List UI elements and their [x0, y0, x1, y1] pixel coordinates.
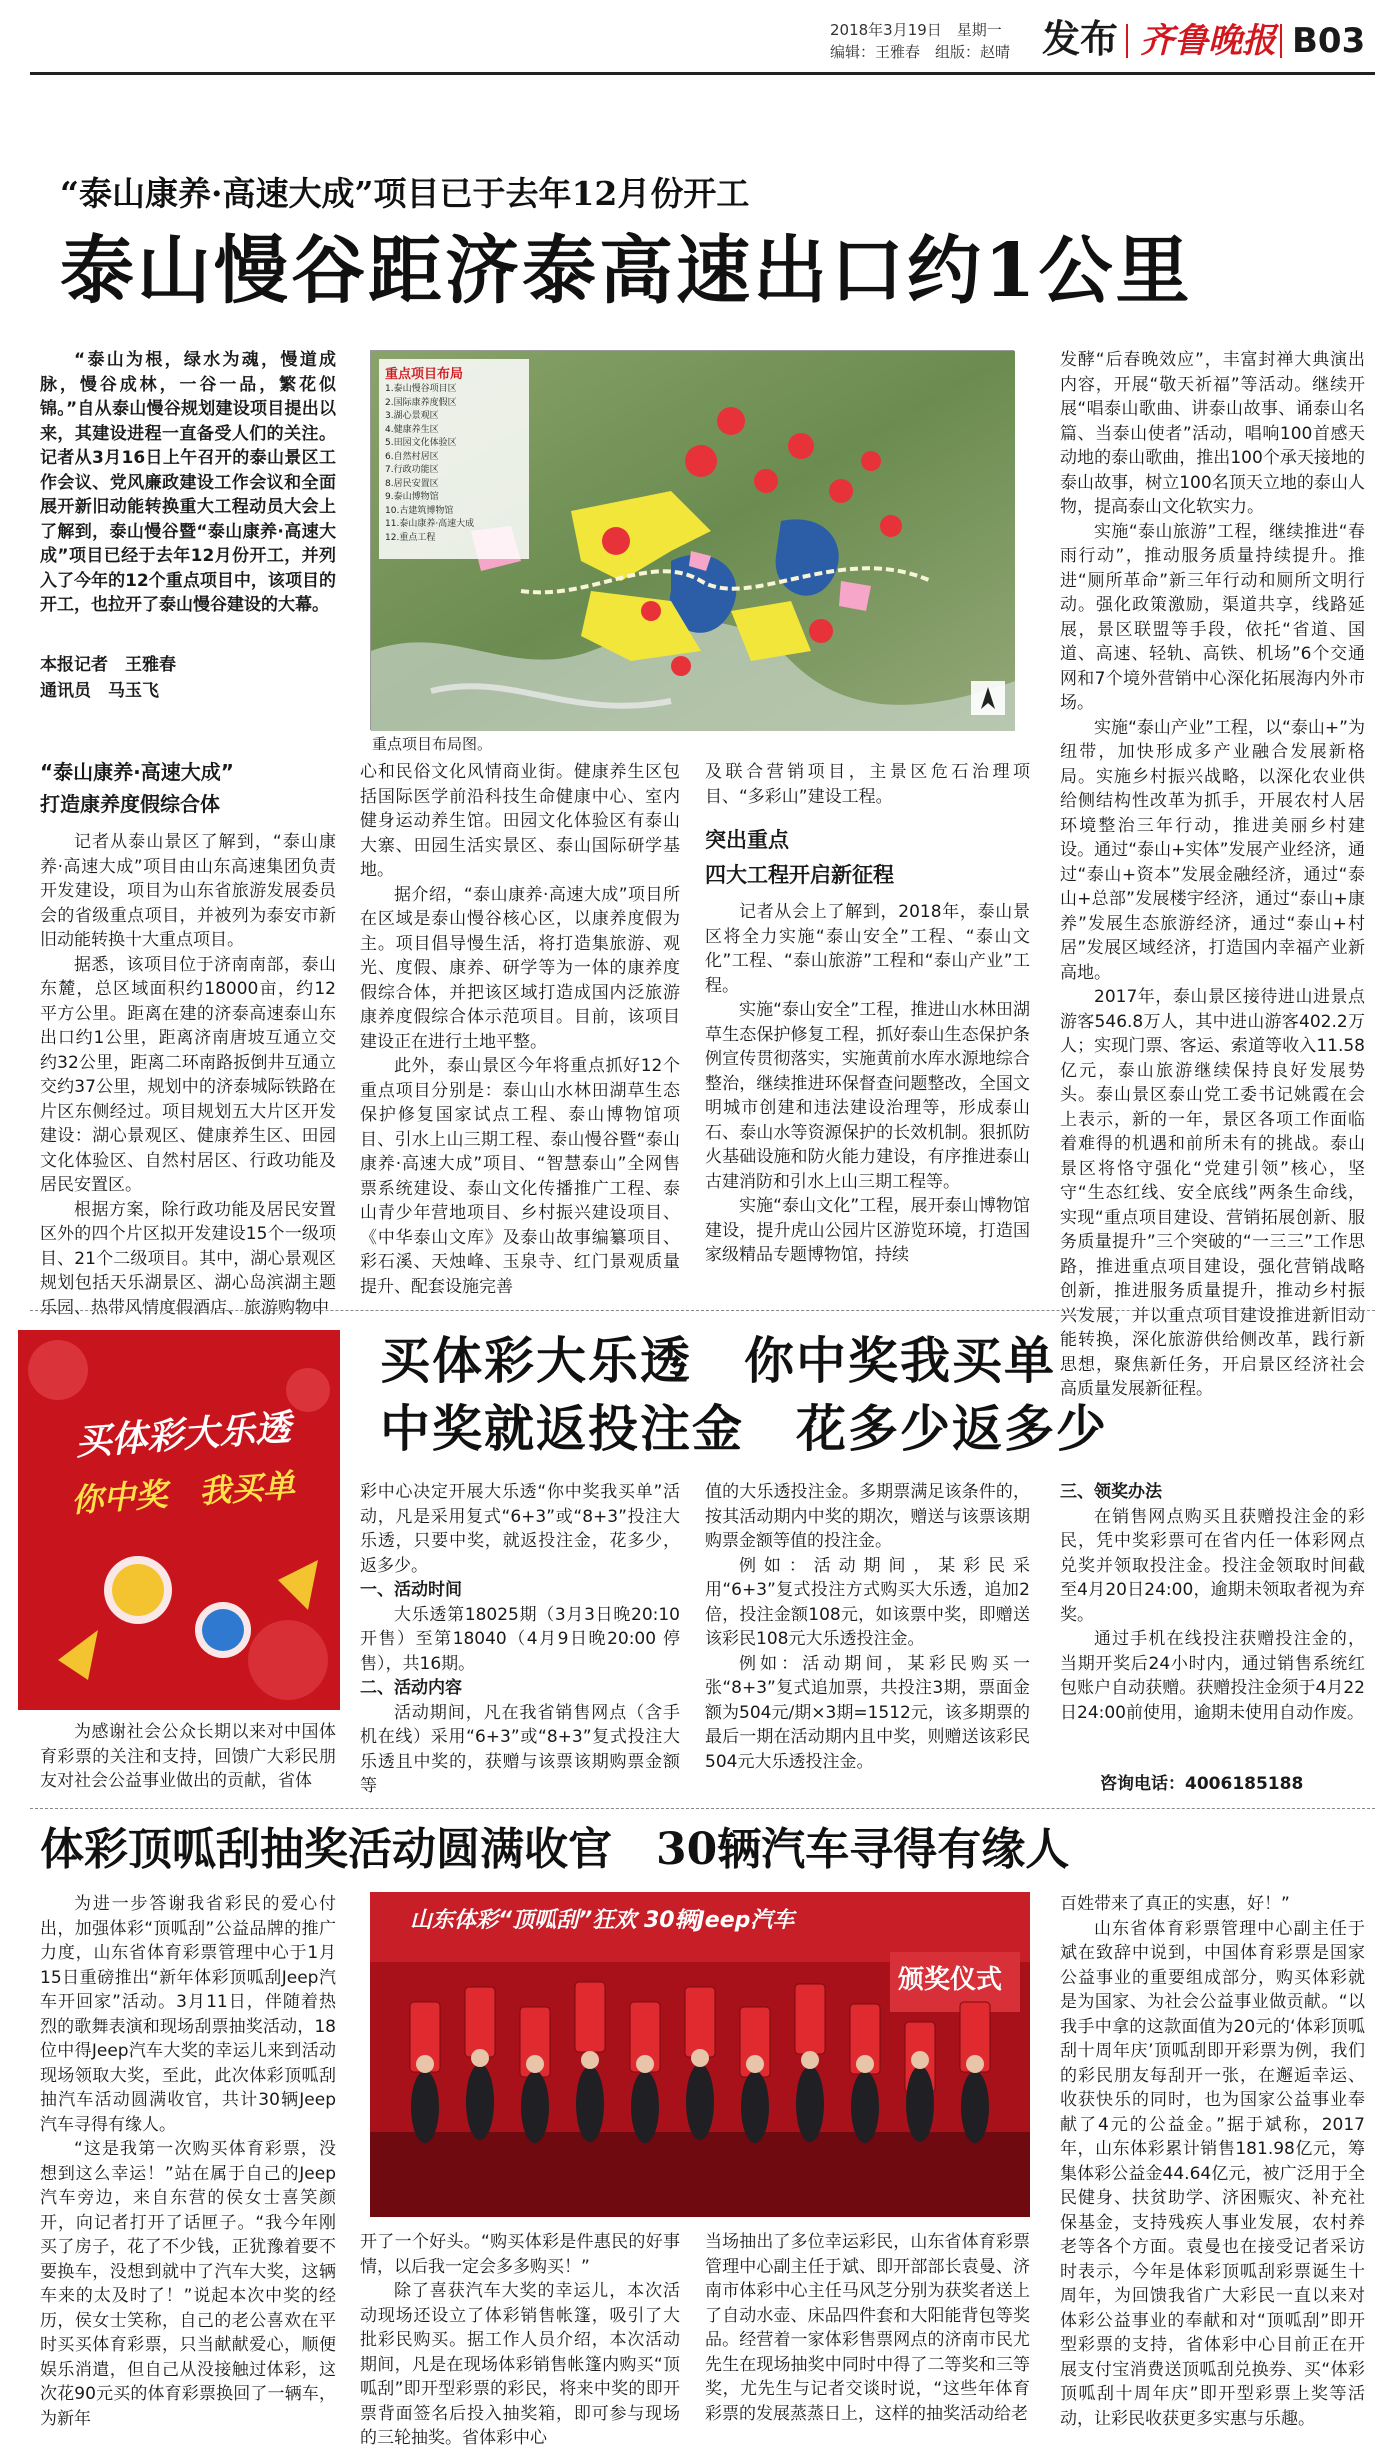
article1-col3: 记者从会上了解到，2018年，泰山景区将全力实施“泰山安全”工程、“泰山文化”工程、“泰山旅游”工程和“泰山产业”工程。 实施“泰山安全”工程，推进山水林田湖草生态保护修复工程，抓好泰山生态保护条例宣传贯彻落实，实施黄前水库水源地综合整治，继续推进环保督查问题整改，全国文明城市创建和违法建设治理等，形成泰山石、泰山水等资源保护的长效机制。狠抓防火基础设施和防火能力建设，有序推进泰山古建消防和引水上山三期工程等。 实施“泰山文化”工程，展开泰山博物馆建设，提升虎山公园片区游览环境，打造国家级精品专题博物馆，持续 — [705, 902, 1030, 1265]
editor-credit: 编辑：王雅春 组版：赵晴 — [830, 43, 1011, 61]
section-name: 发布 — [1042, 17, 1119, 61]
map-legend-item: 6.自然村居区 — [385, 451, 439, 462]
map-legend-item: 11.泰山康养·高速大成 — [385, 519, 475, 529]
map-legend-item: 2.国际康养度假区 — [385, 397, 457, 408]
article3-headline: 体彩顶呱刮抽奖活动圆满收官 30辆汽车寻得有缘人 — [40, 1824, 1070, 1875]
masthead-divider — [1126, 24, 1128, 58]
byline-reporter: 本报记者 王雅春 — [40, 655, 176, 675]
article1-col1: 记者从泰山景区了解到，“泰山康养·高速大成”项目由山东高速集团负责开发建设，项目为山东省旅游发展委员会的省级重点项目，并被列为泰安市新旧动能转换十大重点项目。 据悉，该项目位于济南南部，泰山东麓，总区域面积约18000亩，约12平方公里。距离在建的济泰高速泰山东出口约1公里，距离济南唐坡互通立交约32公里，距离二环南路扳倒井互通立交约37公里，规划中的济泰城际铁路在片区东侧经过。项目规划五大片区开发建设：湖心景观区、健康养生区、田园文化体验区、自然村居区、行政功能及居民安置区。 根据方案，除行政功能及居民安置区外的四个片区拟开发建设15个一级项目、21个二级项目。其中，湖心景观区规划包括天乐湖景区、湖心岛滨湖主题乐园、热带风情度假酒店、旅游购物中 — [40, 832, 336, 1318]
map-title: 重点项目布局 — [385, 367, 464, 382]
paper-logo: 齐鲁晚报 — [1140, 21, 1276, 61]
map-legend-item: 7.行政功能区 — [385, 465, 439, 475]
article2-headline2: 中奖就返投注金 花多少返多少 — [380, 1399, 1108, 1458]
separator-2 — [30, 1808, 1375, 1809]
subhead-1b: 打造康养度假综合体 — [40, 792, 220, 816]
masthead-rule — [30, 72, 1375, 75]
photo-stage-text: 颁奖仪式 — [898, 1965, 1003, 1995]
photo-banner-text: 山东体彩“顶呱刮”狂欢 30辆Jeep汽车 — [410, 1908, 795, 1933]
masthead-divider-2 — [1280, 24, 1282, 58]
separator-1 — [30, 1310, 1375, 1311]
article3-col4: 百姓带来了真正的实惠，好！” 山东省体育彩票管理中心副主任于斌在致辞中说到，中国体育彩票是国家公益事业的重要组成部分，购买体彩就是为国家、为社会公益事业做贡献。“以我手中拿的这款面值为20元的‘体彩顶呱刮十周年庆’顶呱刮即开彩票为例，我们的彩民朋友每刮开一张，在邂逅幸运、收获快乐的同时，也为国家公益事业奉献了4元的公益金。”据于斌称，2017年，山东体彩累计销售181.98亿元，筹集体彩公益金44.64亿元，被广泛用于全民健身、扶贫助学、济困赈灾、补充社保基金，支持残疾人事业发展，农村养老等各个方面。袁曼也在接受记者采访时表示，今年是体彩顶呱刮彩票诞生十周年，为回馈我省广大彩民一直以来对体彩公益事业的奉献和对“顶呱刮”即开型彩票的支持，省体彩中心目前正在开展支付宝消费送顶呱刮兑换券、买“体彩顶呱刮十周年庆”即开型彩票上奖等活动，让彩民收获更多实惠与乐趣。 — [1060, 1894, 1365, 2429]
hotline-number: 4006185188 — [1185, 1774, 1304, 1794]
map-caption: 重点项目布局图。 — [372, 735, 493, 753]
lottery-banner — [18, 1330, 340, 1710]
map-legend-item: 12.重点工程 — [385, 532, 436, 543]
map-legend-item: 1.泰山慢谷项目区 — [385, 384, 457, 394]
event-photo — [370, 1892, 1030, 2217]
byline-correspondent: 通讯员 马玉飞 — [40, 681, 159, 701]
article1-col4: 发酵“后春晚效应”，丰富封禅大典演出内容，开展“敬天祈福”等活动。继续开展“唱泰山歌曲、讲泰山故事、诵泰山名篇、当泰山使者”活动，唱响100首感天动地的泰山歌曲，推出100个承天接地的泰山故事，树立100名顶天立地的泰山人物，提高泰山文化软实力。 实施“泰山旅游”工程，继续推进“春雨行动”，推动服务质量持续提升。推进“厕所革命”新三年行动和厕所文明行动。强化政策激励，渠道共享，线路延展，景区联盟等手段，依托“省道、国道、高速、轻轨、高铁、机场”6个交通网和7个境外营销中心深化拓展海内外市场。 实施“泰山产业”工程，以“泰山+”为纽带，加快形成多产业融合发展新格局。实施乡村振兴战略，以深化农业供给侧结构性改革为抓手，开展农村人居环境整治三年行动，推进美丽乡村建设。通过“泰山+实体”发展产业经济，通过“泰山+资本”发展金融经济，通过“泰山+总部”发展楼宇经济，通过“泰山+康养”发展生态旅游经济，通过“泰山+村居”发展区域经济，打造国内幸福产业新高地。 2017年，泰山景区接待进山进景点游客546.8万人，其中进山游客402.2万人；实现门票、客运、索道等收入11.58亿元，泰山旅游继续保持良好发展势头。泰山景区泰山党工委书记姚霞在会上表示，新的一年，景区各项工作面临着难得的机遇和前所未有的挑战。泰山景区将恪守强化“党建引领”核心，坚守“生态红线、安全底线”两条生命线，实现“重点项目建设、营销拓展创新、服务质量提升”三个突破的“一三三”工作思路，推进重点项目建设，强化营销战略创新，推进服务质量提升，推动乡村振兴发展，并以重点项目建设推进新旧动能转换，深化旅游供给侧改革，践行新思想，聚焦新任务，开启景区经济社会高质量发展新征程。 — [1060, 350, 1365, 1399]
article3-col1: 为进一步答谢我省彩民的爱心付出，加强体彩“顶呱刮”公益品牌的推广力度，山东省体育彩票管理中心于1月15日重磅推出“新年体彩顶呱刮Jeep汽车开回家”活动。3月11日，伴随着热烈的歌舞表演和现场刮票抽奖活动，18位中得Jeep汽车大奖的幸运儿来到活动现场领取大奖，至此，此次体彩顶呱刮抽汽车活动圆满收官，共计30辆Jeep汽车寻得有缘人。 “这是我第一次购买体育彩票，没想到这么幸运！”站在属于自己的Jeep汽车旁边，来自东营的侯女士喜笑颜开，向记者打开了话匣子。“我今年刚买了房子，花了不少钱，正犹豫着要不要换车，没想到就中了汽车大奖，这辆车来的太及时了！”说起本次中奖的经历，侯女士笑称，自己的老公喜欢在平时买买体育彩票，只当献献爱心，顺便娱乐消遣，但自己从没接触过体彩，这次花90元买的体育彩票换回了一辆车，为新年 — [40, 1894, 336, 2429]
map-legend — [385, 383, 525, 545]
page-number: B03 — [1292, 21, 1366, 61]
subhead-2a: 突出重点 — [705, 828, 789, 852]
article2-col3: 值的大乐透投注金。多期票满足该条件的，按其活动期内中奖的期次，赠送与该票该期购票金额等值的投注金。 例如：活动期间，某彩民采用“6+3”复式投注方式购买大乐透，追加2倍，投注金额108元，如该票中奖，即赠送该彩民108元大乐透投注金。 例如：活动期间，某彩民购买一张“8+3”复式追加票，共投注3期，票面金额为504元/期×3期=1512元，该多期票的最后一期在活动期内且中奖，则赠送该彩民504元大乐透投注金。 — [705, 1482, 1030, 1772]
map-legend-item: 10.古建筑博物馆 — [385, 505, 454, 516]
article2-headline1: 买体彩大乐透 你中奖我买单 — [380, 1331, 1056, 1390]
issue-date: 2018年3月19日 星期一 — [830, 21, 1002, 39]
article3-col3: 当场抽出了多位幸运彩民，山东省体育彩票管理中心副主任于斌、即开部部长袁曼、济南市体彩中心主任马风芝分别为获奖者送上了自动水壶、床品四件套和大阳能背包等奖品。经营着一家体彩售票网点的济南市民尤先生在现场抽奖中同时中得了二等奖和三等奖，尤先生与记者交谈时说，“这些年体育彩票的发展蒸蒸日上，这样的抽奖活动给老 — [705, 2232, 1030, 2424]
article2-col1: 为感谢社会公众长期以来对中国体育彩票的关注和支持，回馈广大彩民朋友对社会公益事业做出的贡献，省体 — [40, 1722, 336, 1791]
hotline-label: 咨询电话： — [1100, 1774, 1185, 1794]
article1-kicker: “泰山康养·高速大成”项目已于去年12月份开工 — [60, 174, 750, 213]
article3-col2: 开了一个好头。“购买体彩是件惠民的好事情，以后我一定会多多购买！” 除了喜获汽车大奖的幸运儿，本次活动现场还设立了体彩销售帐篷，吸引了大批彩民购买。据工作人员介绍，本次活动期间，凡是在现场体彩销售帐篷内购买“顶呱刮”即开型彩票的彩民，将来中奖的即开票背面签名后投入抽奖箱，即可参与现场的三轮抽奖。省体彩中心 — [360, 2232, 680, 2448]
article1-headline: 泰山慢谷距济泰高速出口约1公里 — [60, 228, 1193, 314]
map-legend-item: 3.湖心景观区 — [385, 411, 439, 421]
article1-col2: 心和民俗文化风情商业街。健康养生区包括国际医学前沿科技生命健康中心、室内健身运动养生馆。田园文化体验区有泰山大寨、田园生活实景区、泰山国际研学基地。 据介绍，“泰山康养·高速大成”项目所在区域是泰山慢谷核心区，以康养度假为主。项目倡导慢生活，将打造集旅游、观光、度假、康养、研学等为一体的康养度假综合体，并把该区域打造成国内泛旅游康养度假综合体示范项目。目前，该项目建设正在进行土地平整。 此外，泰山景区今年将重点抓好12个重点项目分别是：泰山山水林田湖草生态保护修复国家试点工程、泰山博物馆项目、引水上山三期工程、泰山慢谷暨“泰山康养·高速大成”项目、“智慧泰山”全网售票系统建设、泰山文化传播推广工程、泰山青少年营地项目、乡村振兴建设项目、《中华泰山文库》及泰山故事编纂项目、彩石溪、天烛峰、玉泉寺、红门景观质量提升、配套设施完善 — [360, 762, 680, 1297]
event-photo-graphic — [370, 1892, 1030, 2217]
map-legend-item: 9.泰山博物馆 — [385, 492, 439, 502]
map-legend-item: 4.健康养生区 — [385, 424, 439, 435]
article2-col4: 三、领奖办法 在销售网点购买且获赠投注金的彩民，凭中奖彩票可在省内任一体彩网点兑奖并领取投注金。投注金领取时间截至4月20日24:00，逾期未领取者视为弃奖。 通过手机在线投注获赠投注金的，当期开奖后24小时内，通过销售系统红包账户自动获赠。获赠投注金须于4月22日24:00前使用，逾期未使用自动作废。 — [1060, 1482, 1365, 1723]
map-legend-item: 8.居民安置区 — [385, 478, 439, 489]
map-legend-item: 5.田园文化体验区 — [385, 438, 457, 448]
hotline — [1100, 1772, 1303, 1796]
banner-line2: 你中奖 我买单 — [69, 1466, 297, 1520]
article1-col3-top: 及联合营销项目，主景区危石治理项目、“多彩山”建设工程。 — [705, 762, 1030, 807]
subhead-2b: 四大工程开启新征程 — [705, 863, 894, 887]
banner-line1: 买体彩大乐透 — [73, 1406, 293, 1464]
article2-col2: 彩中心决定开展大乐透“你中奖我买单”活动，凡是采用复式“6+3”或“8+3”投注大乐透，只要中奖，就返投注金，花多少，返多少。 一、活动时间 大乐透第18025期（3月3日晚20:10开售）至第18040（4月9日晚20:00 停售），共16期。 二、活动内容 活动期间，凡在我省销售网点（含手机在线）采用“6+3”或“8+3”复式投注大乐透且中奖的，获赠与该票该期购票金额等 — [360, 1482, 680, 1796]
project-layout-map — [370, 350, 1014, 730]
article1-lead: “泰山为根，绿水为魂，慢道成脉，慢谷成林，一谷一品，繁花似锦。”自从泰山慢谷规划建设项目提出以来，其建设进程一直备受人们的关注。记者从3月16日上午召开的泰山景区工作会议、党风廉政建设工作会议和全面展开新旧动能转换重大工程动员大会上了解到，泰山慢谷暨“泰山康养·高速大成”项目已经于去年12月份开工，并列入了今年的12个重点项目中，该项目的开工，也拉开了泰山慢谷建设的大幕。 — [40, 350, 336, 615]
subhead-1a: “泰山康养·高速大成” — [40, 760, 234, 784]
